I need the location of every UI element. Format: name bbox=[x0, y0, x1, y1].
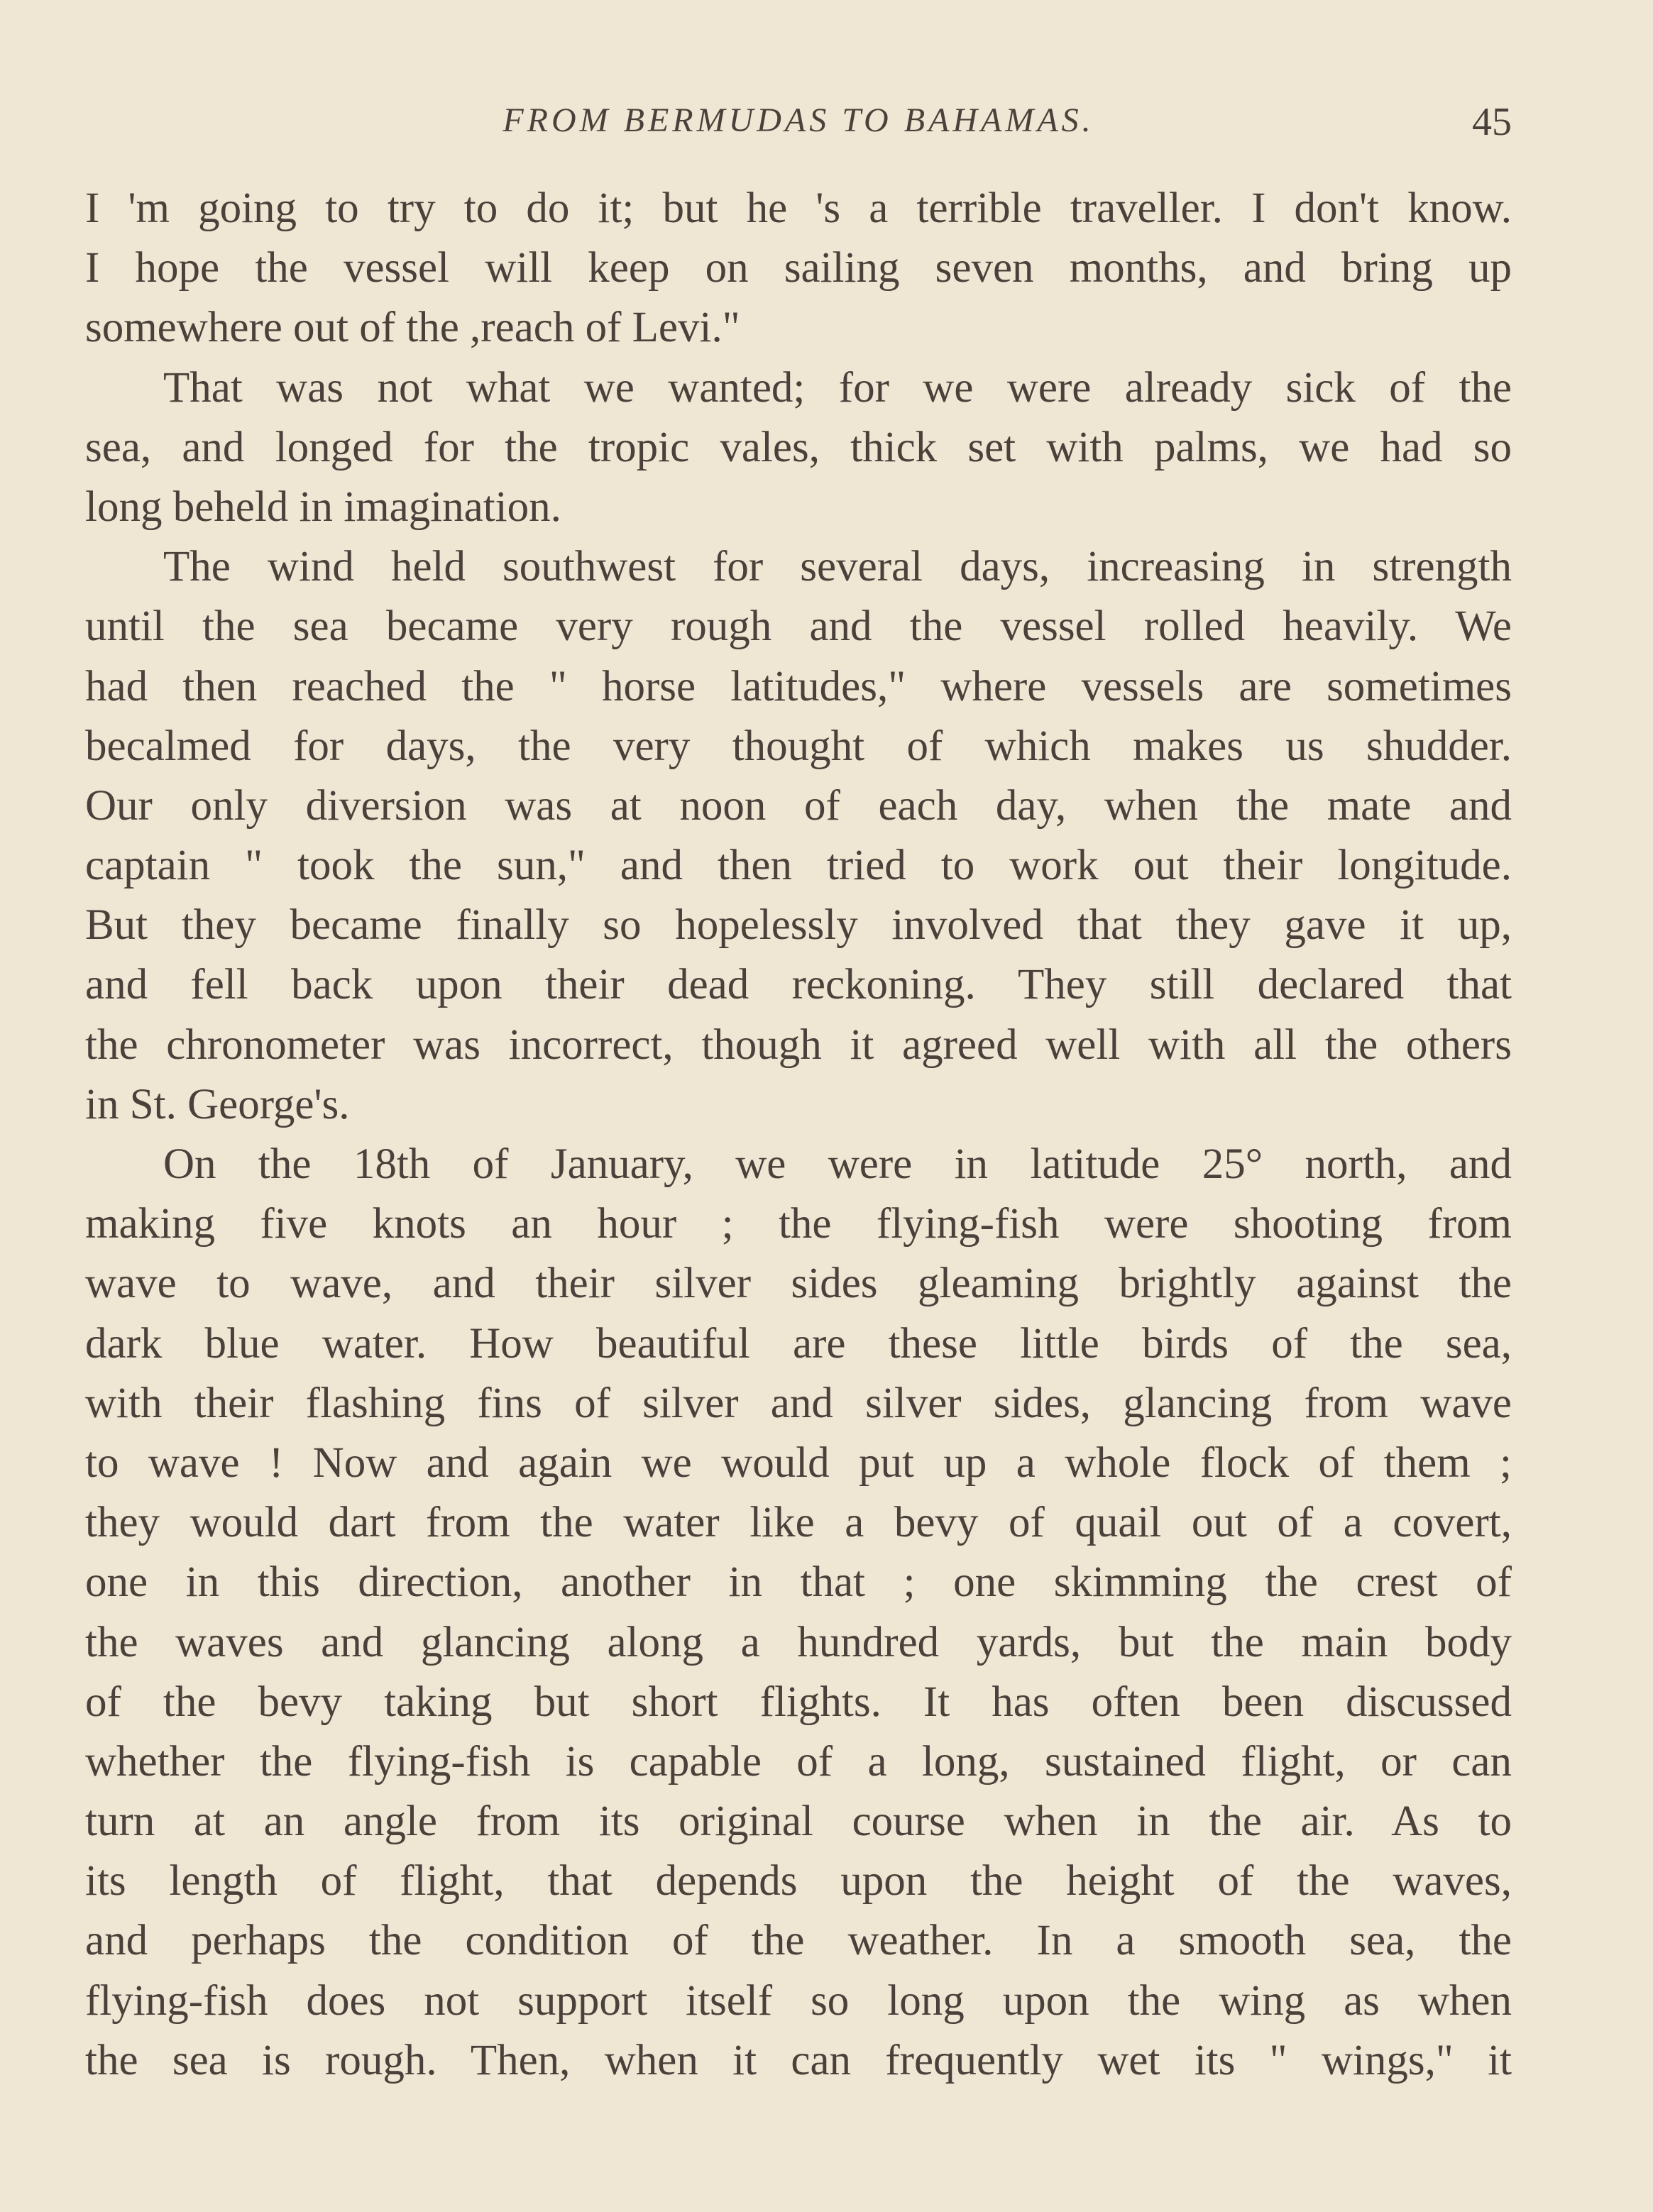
text-line: long beheld in imagination. bbox=[85, 483, 561, 531]
text-line: they would dart from the water like a bevy of quail out of a covert, bbox=[85, 1499, 1512, 1547]
text-line: in St. George's. bbox=[85, 1080, 350, 1128]
text-line: until the sea became very rough and the vessel rolled heavily. We bbox=[85, 602, 1512, 651]
text-line: Our only diversion was at noon of each day, when the mate and bbox=[85, 781, 1512, 830]
text-line: of the bevy taking but short flights. It has often been discussed bbox=[85, 1678, 1512, 1726]
text-line: and perhaps the condition of the weather. In a smooth sea, the bbox=[85, 1917, 1512, 1965]
text-line: wave to wave, and their silver sides gleaming brightly against the bbox=[85, 1260, 1512, 1308]
text-line: I 'm going to try to do it; but he 's a terrible traveller. I don't know. bbox=[85, 185, 1512, 232]
page-header bbox=[85, 92, 1512, 156]
text-line: The wind held southwest for several days, increasing in strength bbox=[163, 543, 1512, 591]
body-text bbox=[85, 179, 1512, 2091]
running-head: FROM BERMUDAS TO BAHAMAS. bbox=[503, 101, 1094, 139]
text-line: whether the flying-fish is capable of a long, sustained flight, or can bbox=[85, 1737, 1512, 1785]
text-line: the chronometer was incorrect, though it agreed well with all the others bbox=[85, 1020, 1512, 1069]
text-line: captain " took the sun," and then tried to work out their longitude. bbox=[85, 842, 1512, 890]
text-line: the sea is rough. Then, when it can frequently wet its " wings," it bbox=[85, 2036, 1512, 2084]
text-line: That was not what we wanted; for we were already sick of the bbox=[163, 363, 1512, 412]
text-line: to wave ! Now and again we would put up a whole flock of them ; bbox=[85, 1438, 1512, 1487]
text-line: and fell back upon their dead reckoning. They still declared that bbox=[85, 961, 1512, 1009]
text-line: with their flashing fins of silver and silver sides, glancing from wave bbox=[85, 1379, 1512, 1427]
text-line: making five knots an hour ; the flying-fish were shooting from bbox=[85, 1200, 1512, 1248]
text-line: I hope the vessel will keep on sailing seven months, and bring up bbox=[85, 244, 1512, 292]
text-line: turn at an angle from its original course when in the air. As to bbox=[85, 1798, 1512, 1846]
text-line: had then reached the " horse latitudes," where vessels are sometimes bbox=[85, 662, 1512, 710]
text-line: flying-fish does not support itself so long upon the wing as when bbox=[85, 1976, 1512, 2025]
page-number: 45 bbox=[1472, 100, 1512, 144]
text-line: somewhere out of the ,reach of Levi." bbox=[85, 304, 740, 352]
text-line: dark blue water. How beautiful are these little birds of the sea, bbox=[85, 1319, 1512, 1368]
text-line: its length of flight, that depends upon the height of the waves, bbox=[85, 1857, 1512, 1905]
text-line: becalmed for days, the very thought of which makes us shudder. bbox=[85, 722, 1512, 770]
text-line: the waves and glancing along a hundred yards, but the main body bbox=[85, 1618, 1512, 1666]
text-line: On the 18th of January, we were in latitude 25° north, and bbox=[163, 1140, 1512, 1188]
text-line: But they became finally so hopelessly involved that they gave it up, bbox=[85, 901, 1512, 950]
text-line: sea, and longed for the tropic vales, thick set with palms, we had so bbox=[85, 423, 1512, 471]
text-line: one in this direction, another in that ; one skimming the crest of bbox=[85, 1558, 1512, 1607]
